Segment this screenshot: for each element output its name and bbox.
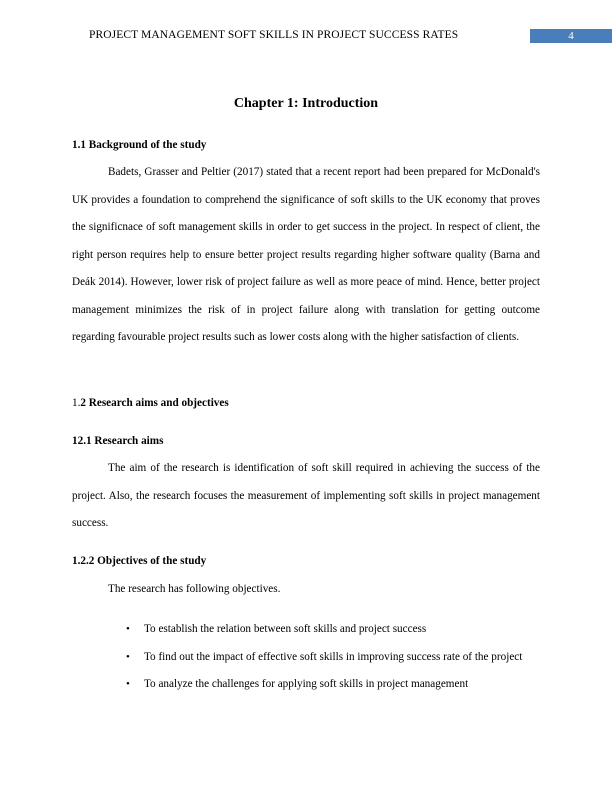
objectives-list	[108, 616, 540, 699]
running-head: PROJECT MANAGEMENT SOFT SKILLS IN PROJECT SUCCESS RATES	[89, 29, 459, 41]
background-heading: 1.1 Background of the study	[72, 139, 207, 151]
chapter-title: Chapter 1: Introduction	[233, 96, 379, 111]
bullet-icon: •	[126, 678, 130, 690]
research-aims-heading: 12.1 Research aims	[72, 435, 164, 447]
aims-objectives-heading-text: 2 Research aims and objectives	[80, 397, 229, 409]
objective-text: To establish the relation between soft skills and project success	[144, 623, 427, 635]
page-number: 4	[530, 29, 612, 43]
bullet-icon: •	[126, 650, 130, 663]
objective-text: To analyze the challenges for applying soft skills in project management	[144, 678, 469, 690]
objectives-intro: The research has following objectives.	[108, 583, 281, 595]
list-item	[108, 671, 540, 699]
background-paragraph: Badets, Grasser and Peltier (2017) stated that a recent report had been prepared for McDonald's UK provides a foundation to comprehend the significance of soft skills to the UK economy that proves the significnace of soft management skills in order to get success in the project. In respect of client, the right person requires help to ensure better project results regarding higher software quality (Barna and Deák 2014). However, lower risk of project failure as well as more peace of mind. Hence, better project management minimizes the risk of in project failure along with translation for getting outcome regarding favourable project results such as lower costs along with the higher satisfaction of clients.	[72, 166, 540, 343]
list-item	[108, 616, 540, 644]
objective-text: To find out the impact of effective soft skills in improving success rate of the project	[144, 650, 523, 663]
aims-objectives-heading-prefix: 1.	[72, 397, 81, 409]
research-aims-paragraph: The aim of the research is identification of soft skill required in achieving the success of the project. Also, the research focuses the measurement of implementing soft skills in project management success.	[72, 462, 540, 529]
objectives-heading: 1.2.2 Objectives of the study	[72, 555, 207, 567]
list-item	[108, 644, 540, 672]
bullet-icon: •	[126, 623, 130, 635]
aims-objectives-heading	[72, 397, 229, 409]
